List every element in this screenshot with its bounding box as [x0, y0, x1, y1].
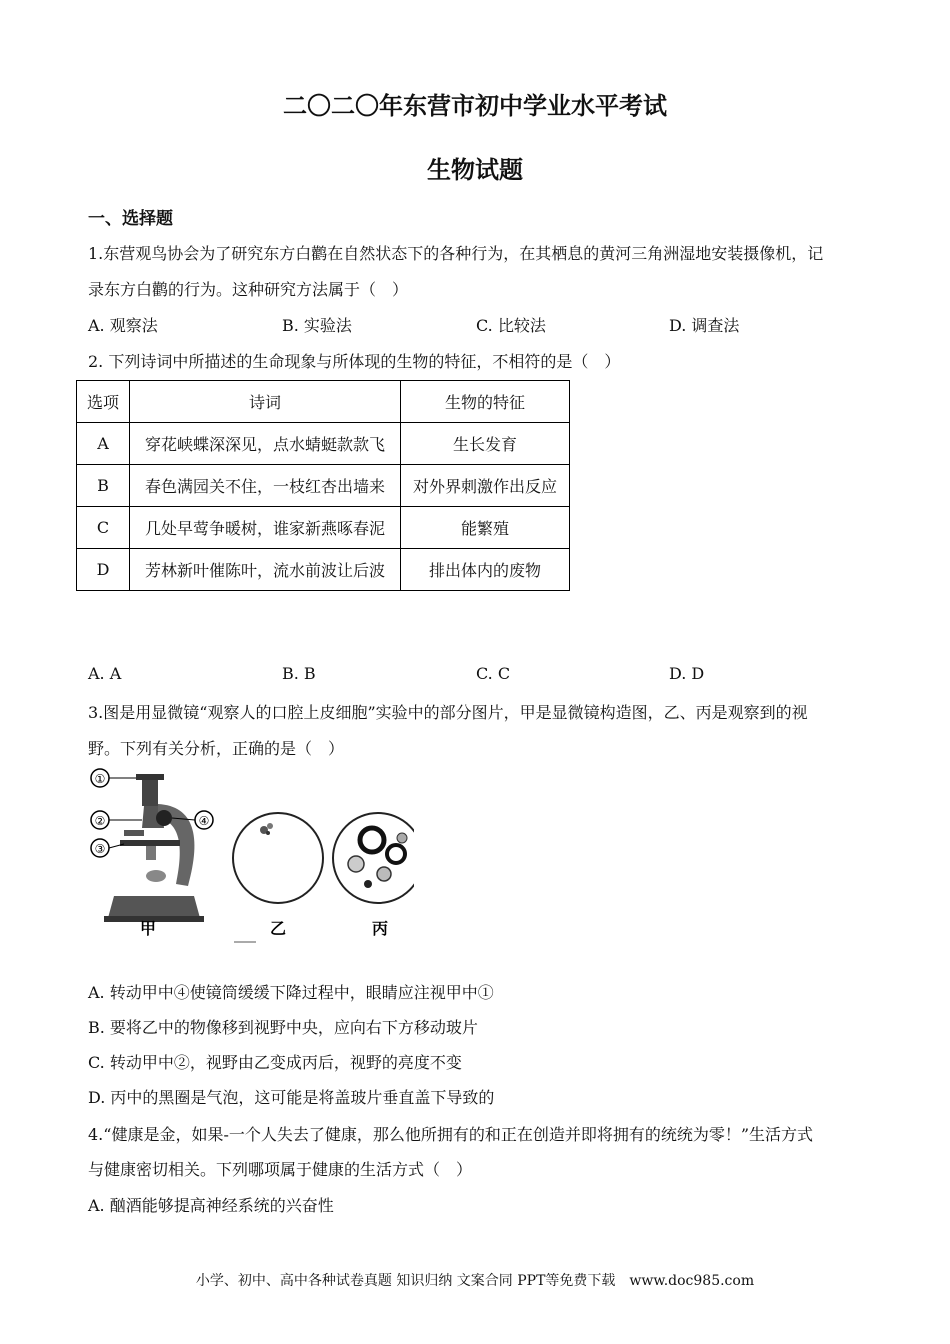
table-cell: 排出体内的废物	[401, 549, 570, 591]
q3-option-a: A. 转动甲中④使镜筒缓缓下降过程中，眼睛应注视甲中①	[88, 983, 494, 1002]
table-cell: D	[77, 549, 130, 591]
page-footer: 小学、初中、高中各种试卷真题 知识归纳 文案合同 PPT等免费下载 www.doc985.com	[195, 1273, 755, 1289]
table-row	[77, 549, 570, 591]
q2-table	[76, 380, 570, 591]
table-header-row	[77, 381, 570, 423]
table-cell: 穿花峡蝶深深见，点水蜻蜓款款飞	[130, 423, 401, 465]
q1-stem-line1: 1.东营观鸟协会为了研究东方白鹳在自然状态下的各种行为，在其栖息的黄河三角洲湿地安装摄像机，记	[88, 244, 824, 263]
q4-stem-line2: 与健康密切相关。下列哪项属于健康的生活方式（ ）	[88, 1160, 473, 1179]
view-bing-illustration	[333, 813, 414, 903]
q3-option-d: D. 丙中的黑圈是气泡，这可能是将盖玻片垂直盖下导致的	[88, 1088, 495, 1107]
q3-stem-line1: 3.图是用显微镜“观察人的口腔上皮细胞”实验中的部分图片，甲是显微镜构造图，乙、丙是观察到的视	[88, 703, 808, 722]
marker-4: ④	[198, 814, 210, 828]
q2-option-c: C. C	[476, 664, 511, 683]
q4-option-a: A. 酗酒能够提高神经系统的兴奋性	[88, 1196, 334, 1215]
table-cell: 芳林新叶催陈叶，流水前波让后波	[130, 549, 401, 591]
table-header-cell: 选项	[77, 381, 130, 423]
table-cell: A	[77, 423, 130, 465]
table-cell: B	[77, 465, 130, 507]
q1-stem-line2: 录东方白鹳的行为。这种研究方法属于（ ）	[88, 280, 409, 299]
q1-option-a: A. 观察法	[88, 316, 158, 335]
q3-option-b: B. 要将乙中的物像移到视野中央，应向右下方移动玻片	[88, 1018, 478, 1037]
exam-title: 二〇二〇年东营市初中学业水平考试	[283, 91, 667, 120]
table-row	[77, 423, 570, 465]
figure-label-bing: 丙	[371, 919, 389, 938]
microscope-illustration	[104, 774, 204, 922]
figure-label-yi: 乙	[269, 919, 287, 938]
exam-subtitle: 生物试题	[427, 155, 523, 184]
table-cell: 春色满园关不住，一枝红杏出墙来	[130, 465, 401, 507]
table-cell: 几处早莺争暖树，谁家新燕啄春泥	[130, 507, 401, 549]
q4-stem-line1: 4.“健康是金，如果-一个人失去了健康，那么他所拥有的和正在创造并即将拥有的统统为零！”生活方式	[88, 1125, 814, 1144]
q3-stem-line2: 野。下列有关分析，正确的是（ ）	[88, 739, 345, 758]
figure-label-jia: 甲	[139, 919, 157, 938]
table-cell: 对外界刺激作出反应	[401, 465, 570, 507]
q2-option-a: A. A	[88, 664, 122, 683]
q1-option-b: B. 实验法	[282, 316, 352, 335]
section-heading: 一、选择题	[88, 209, 173, 229]
marker-2: ②	[94, 814, 106, 828]
marker-1: ①	[94, 772, 106, 786]
marker-3: ③	[94, 842, 106, 856]
q1-option-c: C. 比较法	[476, 316, 546, 335]
view-yi-illustration	[233, 813, 323, 903]
table-cell: C	[77, 507, 130, 549]
table-header-cell: 生物的特征	[401, 381, 570, 423]
q2-option-b: B. B	[282, 664, 316, 683]
q3-option-c: C. 转动甲中②，视野由乙变成丙后，视野的亮度不变	[88, 1053, 462, 1072]
table-cell: 能繁殖	[401, 507, 570, 549]
q1-option-d: D. 调查法	[669, 316, 740, 335]
table-header-cell: 诗词	[130, 381, 401, 423]
table-row	[77, 507, 570, 549]
table-row	[77, 465, 570, 507]
q3-figure	[84, 766, 414, 946]
q2-option-d: D. D	[669, 664, 705, 683]
table-cell: 生长发育	[401, 423, 570, 465]
q2-stem: 2. 下列诗词中所描述的生命现象与所体现的生物的特征，不相符的是（ ）	[88, 352, 621, 371]
